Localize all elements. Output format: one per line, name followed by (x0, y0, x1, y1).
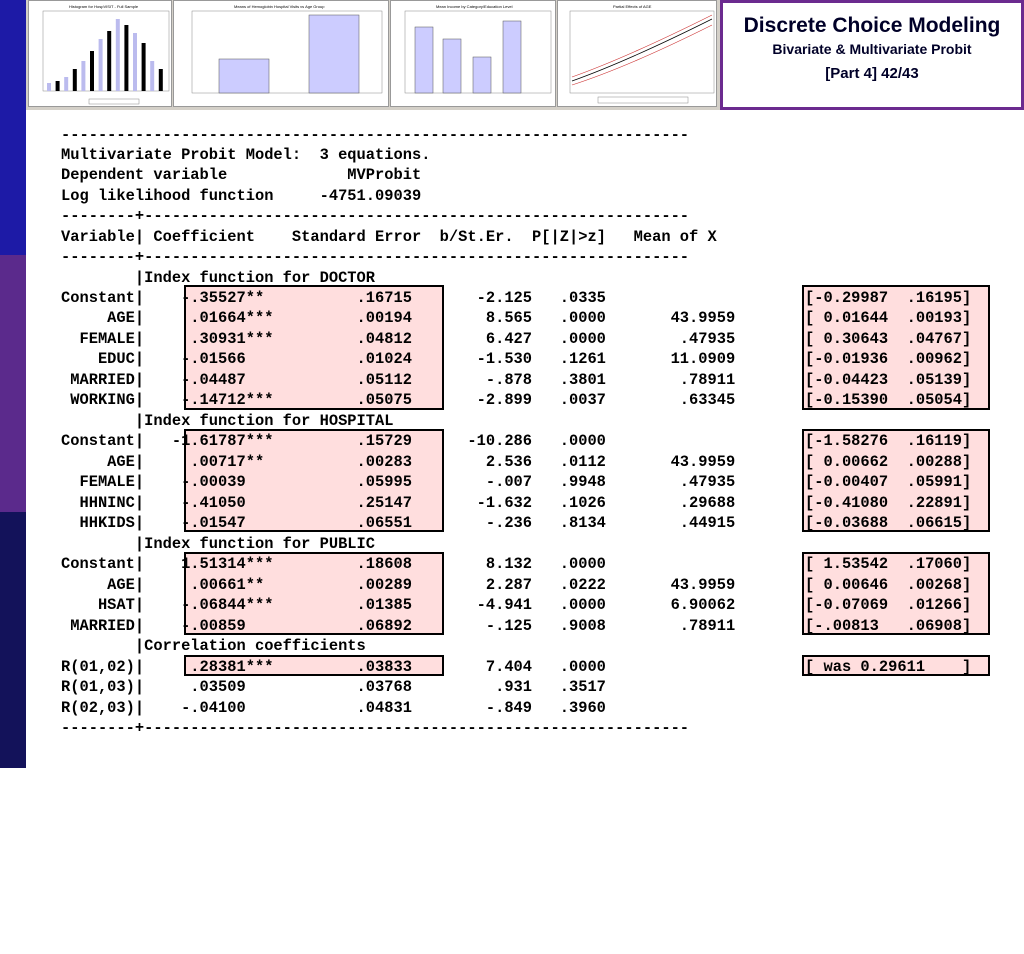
separator-line: --------+----------------------------------------------------------- (61, 207, 690, 225)
slide-subtitle: Bivariate & Multivariate Probit (772, 41, 972, 57)
table-row: HHKIDS| -.01547 .06551 -.236 .8134 .44915 (61, 514, 736, 532)
slide-title-box (720, 0, 1024, 110)
slide-title: Discrete Choice Modeling (743, 14, 1001, 37)
table-row: R(01,03)| .03509 .03768 .931 .3517 (61, 678, 606, 696)
histogram-bar (47, 83, 51, 91)
table-row: AGE| .00661** .00289 2.287 .0222 43.9959 (61, 576, 736, 594)
ci-value: [-0.07069 .01266] (805, 596, 972, 614)
ci-value: [-0.15390 .05054] (805, 391, 972, 409)
section-label-hospital: |Index function for HOSPITAL (61, 412, 394, 430)
ci-value: [ was 0.29611 ] (805, 658, 972, 676)
thumbnail-histogram-chart (29, 1, 172, 107)
thumbnail-title: Means of Hemoglobin Hospital Visits vs Age Group (234, 4, 325, 9)
ci-value: [-1.58276 .16119] (805, 432, 972, 450)
ci-value: [ 1.53542 .17060] (805, 555, 972, 573)
thumbnail-means-chart (173, 0, 389, 107)
ci-value: [-0.41080 .22891] (805, 494, 972, 512)
table-row: MARRIED| -.00859 .06892 -.125 .9008 .78911 (61, 617, 736, 635)
table-row: HSAT| -.06844*** .01385 -4.941 .0000 6.90062 (61, 596, 736, 614)
ci-value: [-0.00407 .05991] (805, 473, 972, 491)
table-row: Constant| 1.51314*** .18608 8.132 .0000 (61, 555, 606, 573)
ci-value: [-0.29987 .16195] (805, 289, 972, 307)
column-header: Variable| Coefficient Standard Error b/St.Er. P[|Z|>z] Mean of X (61, 228, 717, 246)
thumbnail-histogram (28, 0, 172, 107)
ci-value: [ 0.00662 .00288] (805, 453, 972, 471)
ci-value: [-0.03688 .06615] (805, 514, 972, 532)
thumbnail-income-chart (390, 0, 556, 107)
histogram-bar (99, 39, 103, 91)
histogram-bar (90, 51, 94, 91)
separator-line: --------+----------------------------------------------------------- (61, 248, 690, 266)
table-row: MARRIED| -.04487 .05112 -.878 .3801 .78911 (61, 371, 736, 389)
model-title: Multivariate Probit Model: 3 equations. (61, 146, 431, 164)
ci-value: [ 0.00646 .00268] (805, 576, 972, 594)
table-row: AGE| .01664*** .00194 8.565 .0000 43.9959 (61, 309, 736, 327)
sidebar-segment-bottom (0, 512, 26, 768)
thumbnail-title: Histogram for HospVISIT - Full Sample (69, 4, 139, 9)
ci-value: [ 0.30643 .04767] (805, 330, 972, 348)
thumbnail-income-svg (391, 1, 556, 107)
ci-value: [ 0.01644 .00193] (805, 309, 972, 327)
table-row: R(01,02)| .28381*** .03833 7.404 .0000 (61, 658, 606, 676)
separator-line: --------+----------------------------------------------------------- (61, 719, 690, 737)
ci-value: [-0.01936 .00962] (805, 350, 972, 368)
sidebar-segment-top (0, 0, 26, 255)
table-row: EDUC| -.01566 .01024 -1.530 .1261 11.0909 (61, 350, 736, 368)
histogram-bar (107, 31, 111, 91)
histogram-bar (124, 25, 128, 91)
thumbnail-means-svg (174, 1, 389, 107)
table-row: AGE| .00717** .00283 2.536 .0112 43.9959 (61, 453, 736, 471)
section-label-doctor: |Index function for DOCTOR (61, 269, 376, 287)
histogram-bar (133, 33, 137, 91)
thumbnail-partial-svg (558, 1, 717, 107)
histogram-bar (56, 81, 60, 91)
thumbnail-partial-effects (557, 0, 717, 107)
histogram-bar (159, 69, 163, 91)
table-row: Constant| -.35527** .16715 -2.125 .0335 (61, 289, 606, 307)
separator-line: -------------------------------------------------------------------- (61, 126, 690, 144)
thumbnail-title: Partial Effects of AGE (613, 4, 652, 9)
table-row: FEMALE| .30931*** .04812 6.427 .0000 .47935 (61, 330, 736, 348)
section-label-correlation: |Correlation coefficients (61, 637, 366, 655)
table-row: Constant| -1.61787*** .15729 -10.286 .0000 (61, 432, 606, 450)
left-sidebar-stripe (0, 0, 26, 768)
ci-value: [-.00813 .06908] (805, 617, 972, 635)
section-label-public: |Index function for PUBLIC (61, 535, 376, 553)
table-row: R(02,03)| -.04100 .04831 -.849 .3960 (61, 699, 606, 717)
histogram-bar (81, 61, 85, 91)
histogram-bar (142, 43, 146, 91)
thumbnail-title: Mean Income by Category/Education Level (436, 4, 513, 9)
histogram-bar (150, 61, 154, 91)
table-row: FEMALE| -.00039 .05995 -.007 .9948 .47935 (61, 473, 736, 491)
ci-value: [-0.04423 .05139] (805, 371, 972, 389)
histogram-bar (116, 19, 120, 91)
table-row: WORKING| -.14712*** .05075 -2.899 .0037 .63345 (61, 391, 736, 409)
sidebar-segment-middle (0, 255, 26, 512)
log-likelihood: Log likelihood function -4751.09039 (61, 187, 422, 205)
dependent-variable: Dependent variable MVProbit (61, 166, 422, 184)
table-row: HHNINC| -.41050 .25147 -1.632 .1026 .29688 (61, 494, 736, 512)
thumbnail-strip (26, 0, 720, 110)
slide-part-number: [Part 4] 42/43 (825, 65, 919, 82)
